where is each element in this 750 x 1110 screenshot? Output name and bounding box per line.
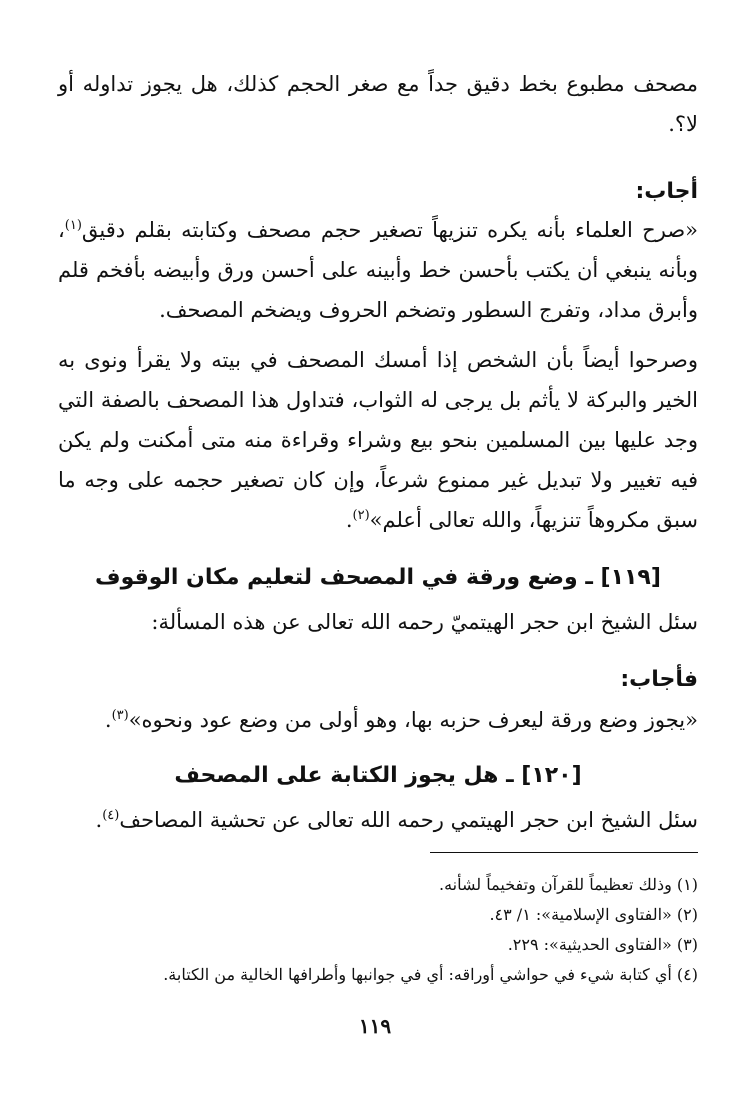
- footnote-divider: [430, 852, 698, 853]
- footnote-ref-3[interactable]: (٣): [111, 708, 129, 723]
- footnote-number: (١): [676, 875, 698, 894]
- footnote-text: «الفتاوى الحديثية»: ٢٢٩.: [507, 935, 672, 954]
- footnote-ref-2[interactable]: (٢): [352, 508, 370, 523]
- section-120-question-end: .: [95, 808, 103, 832]
- section-119-answer-text: «يجوز وضع ورقة ليعرف حزبه بها، وهو أولى من وضع عود ونحوه»: [128, 708, 698, 732]
- section-heading-120: [١٢٠] ـ هل يجوز الكتابة على المصحف: [174, 763, 582, 788]
- footnote-item-3: [58, 930, 698, 960]
- footnote-text: أي كتابة شيء في حواشي أوراقه: أي في جوانبها وأطرافها الخالية من الكتابة.: [163, 965, 672, 984]
- footnote-item-4: [58, 960, 698, 990]
- footnote-ref-4[interactable]: (٤): [102, 808, 120, 823]
- page-number: ١١٩: [358, 1014, 392, 1038]
- answer-label: أجاب:: [635, 179, 698, 204]
- footnote-number: (٣): [676, 935, 698, 954]
- section-120-question: [58, 800, 698, 840]
- section-119-question: سئل الشيخ ابن حجر الهيتميّ رحمه الله تعالى عن هذه المسألة:: [151, 610, 698, 634]
- answer-paragraph-1: [58, 210, 698, 330]
- footnote-number: (٢): [676, 905, 698, 924]
- answer-paragraph-2-text: وصرحوا أيضاً بأن الشخص إذا أمسك المصحف في بيته ولا يقرأ ونوى به الخير والبركة لا يأثم بل يرجى له الثواب، فتداول هذا المصحف بالصفة التي وجد عليها بين المسلمين بنحو بيع وشراء وقراءة منه متى أمكنت ولم يكن فيه تغيير ولا تبديل غير ممنوع شرعاً، وإن كان تصغير حجمه على وجه ما سبق مكروهاً تنزيهاً، والله تعالى أعلم»: [58, 348, 698, 532]
- question-continuation: [58, 64, 698, 144]
- page-body: [58, 64, 698, 840]
- section-119-answer-label: فأجاب:: [620, 667, 698, 692]
- footnote-number: (٤): [676, 965, 698, 984]
- answer-paragraph-2-end: .: [345, 508, 353, 532]
- footnote-item-1: [58, 870, 698, 900]
- question-continuation-text: مصحف مطبوع بخط دقيق جداً مع صغر الحجم كذلك، هل يجوز تداوله أو لا؟.: [58, 72, 698, 136]
- section-120-question-text: سئل الشيخ ابن حجر الهيتمي رحمه الله تعالى عن تحشية المصاحف: [119, 808, 698, 832]
- footnote-item-2: [58, 900, 698, 930]
- answer-paragraph-2: [58, 340, 698, 540]
- answer-paragraph-1-text: «صرح العلماء بأنه يكره تنزيهاً تصغير حجم مصحف وكتابته بقلم دقيق: [81, 218, 698, 242]
- section-119-answer: [58, 700, 698, 740]
- section-119-answer-end: .: [104, 708, 112, 732]
- section-heading-119: [١١٩] ـ وضع ورقة في المصحف لتعليم مكان الوقوف: [95, 565, 661, 590]
- footnote-ref-1[interactable]: (١): [64, 218, 82, 233]
- footnote-text: «الفتاوى الإسلامية»: ١/ ٤٣.: [489, 905, 672, 924]
- footnote-text: وذلك تعظيماً للقرآن وتفخيماً لشأنه.: [439, 875, 672, 894]
- footnotes: [58, 870, 698, 990]
- answer-paragraph-1-rest: ، وبأنه ينبغي أن يكتب بأحسن خط وأبينه على أحسن ورق وأبيضه بأفخم قلم وأبرق مداد، وتفرج السطور وتضخم الحروف ويضخم المصحف.: [58, 218, 698, 322]
